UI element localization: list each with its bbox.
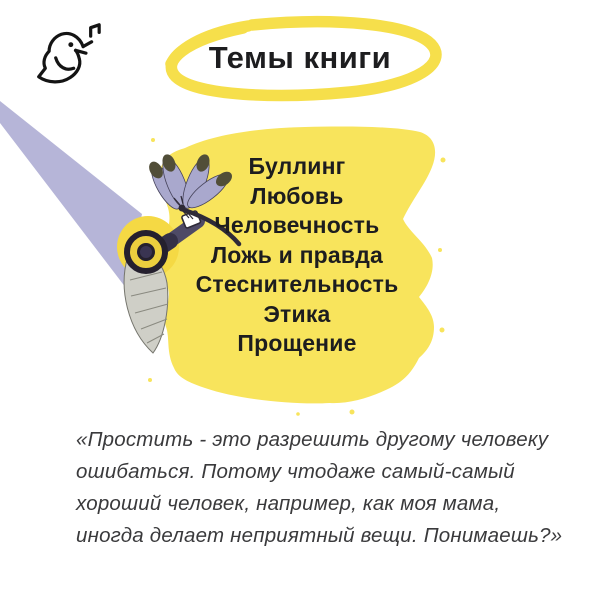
quote-line: хороший человек, например, как моя мама, <box>76 492 501 515</box>
theme-item: Ложь и правда <box>210 241 384 268</box>
theme-item: Стеснительность <box>195 271 399 297</box>
quote-line: иногда делает неприятный вещи. Понимаешь?» <box>76 524 563 547</box>
theme-list <box>0 152 594 359</box>
theme-item: Прощение <box>237 330 357 356</box>
quote-line: ошибаться. Потому чтодаже самый-самый <box>76 460 515 483</box>
quote-line: «Простить - это разрешить другому человеку <box>76 428 549 451</box>
book-quote <box>76 424 563 552</box>
page-title: Темы книги <box>208 40 392 75</box>
theme-item: Человечность <box>214 212 380 238</box>
music-note-icon <box>91 25 99 36</box>
theme-item: Буллинг <box>248 153 346 179</box>
theme-item: Любовь <box>250 182 344 209</box>
theme-item: Этика <box>263 300 331 327</box>
